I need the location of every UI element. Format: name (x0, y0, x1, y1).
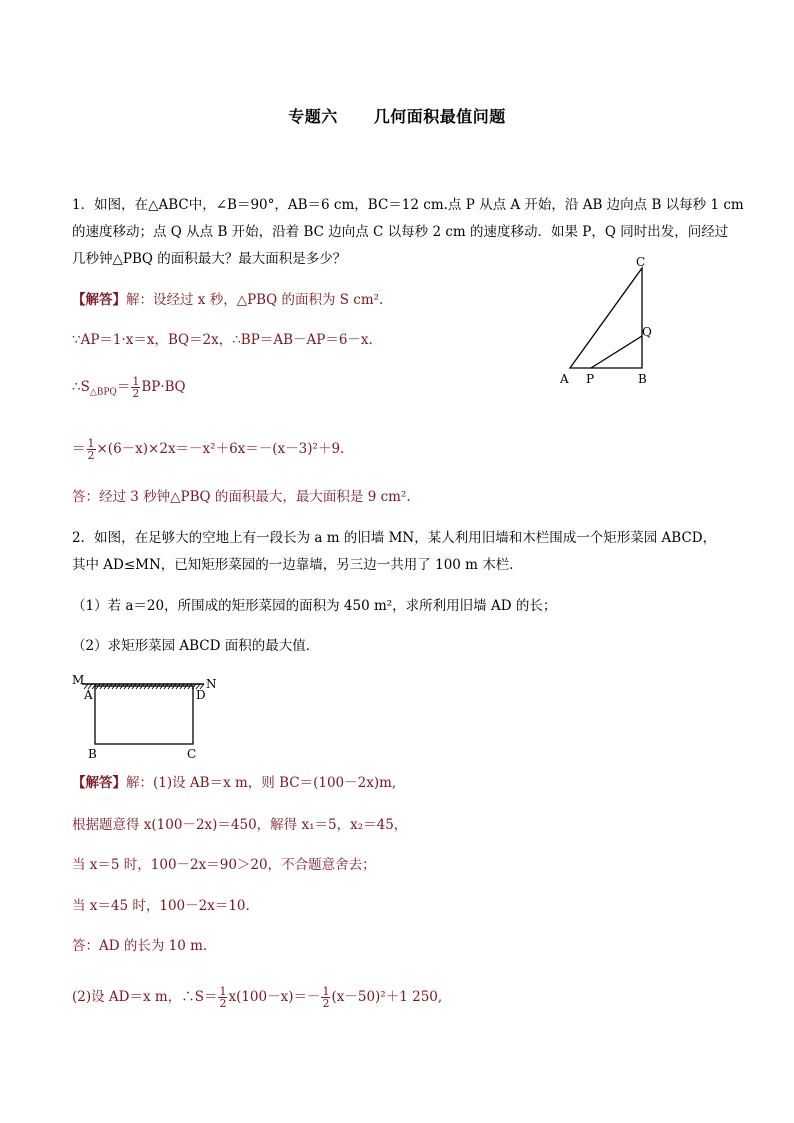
segment-pq (591, 336, 642, 368)
label-c: C (636, 255, 646, 269)
q2-answer-line5: 答：AD 的长为 10 m. (72, 938, 208, 954)
q2-garden-figure (66, 670, 226, 766)
q1-answer-tag: 【解答】 (72, 292, 126, 308)
q2-text-line1: 2．如图，在足够大的空地上有一段长为 a m 的旧墙 MN，某人利用旧墙和木栏围成一个矩形菜园 ABCD， (72, 530, 717, 546)
label-a: A (84, 688, 93, 702)
label-m: M (72, 673, 85, 687)
q2-answer-text1: 解：(1)设 AB＝x m，则 BC＝(100－2x)m, (126, 775, 397, 791)
q2-part2: （2）求矩形菜园 ABCD 面积的最大值． (72, 638, 320, 654)
q1-answer-text1: 解：设经过 x 秒，△PBQ 的面积为 S cm². (126, 292, 384, 308)
label-c: C (187, 747, 197, 761)
q1-text-line1: 1．如图，在△ABC中，∠B＝90°，AB＝6 cm，BC＝12 cm.点 P 从点 A 开始，沿 AB 边向点 B 以每秒 1 cm (72, 197, 744, 213)
q2-text-line2: 其中 AD≤MN，已知矩形菜园的一边靠墙，另三边一共用了 100 m 木栏． (72, 557, 523, 573)
label-q: Q (642, 325, 652, 339)
q1-answer-line4: ＝ $\frac{1}{2}$ ×(6－x)×2x＝－x²＋6x＝－(x－3)²＋9. (72, 437, 345, 462)
triangle-abc (570, 268, 642, 368)
fraction-half: $\frac{1}{2}$ (322, 985, 330, 1010)
label-a: A (560, 372, 569, 386)
q1-answer-line2: ∵AP＝1·x＝x，BQ＝2x，∴BP＝AB－AP＝6－x. (72, 332, 373, 348)
title-part2: 几何面积最值问题 (373, 107, 506, 126)
q2-answer-line3: 当 x＝5 时，100－2x＝90＞20，不合题意舍去； (72, 857, 376, 873)
fraction-half: $\frac{1}{2}$ (219, 985, 227, 1010)
label-n: N (206, 677, 217, 691)
q2-answer-line6: (2)设 AD＝x m，∴S＝ $\frac{1}{2}$ x(100－x)＝－ $\frac{1}{2}$ (x－50)²＋1 250, (72, 985, 443, 1010)
page-title (0, 104, 794, 127)
label-d: D (196, 688, 206, 702)
label-b: B (638, 372, 647, 386)
q2-answer-line2: 根据题意得 x(100－2x)＝450，解得 x₁＝5，x₂＝45， (72, 817, 408, 833)
q1-triangle-figure (556, 254, 666, 390)
rectangle-abcd (95, 686, 193, 744)
q1-answer-line3: $\therefore S_{\triangle BPQ}=$ $\frac{1}{2}$ BP·BQ (72, 375, 186, 400)
q2-answer-line4: 当 x＝45 时，100－2x＝10. (72, 898, 250, 914)
fraction-half: $\frac{1}{2}$ (87, 437, 95, 462)
q2-answer-tag: 【解答】 (72, 775, 126, 791)
label-p: P (586, 372, 595, 386)
q1-text-line2: 的速度移动；点 Q 从点 B 开始，沿着 BC 边向点 C 以每秒 2 cm 的速度移动．如果 P，Q 同时出发，问经过 (72, 224, 729, 240)
label-b: B (88, 747, 97, 761)
fraction-half: $\frac{1}{2}$ (132, 375, 140, 400)
q1-answer-line5: 答：经过 3 秒钟△PBQ 的面积最大，最大面积是 9 cm². (72, 489, 411, 505)
q1-text-line3: 几秒钟△PBQ 的面积最大？最大面积是多少？ (72, 251, 347, 267)
title-part1: 专题六 (288, 107, 338, 126)
q2-part1: （1）若 a＝20，所围成的矩形菜园的面积为 450 m²，求所利用旧墙 AD 的长； (72, 598, 557, 614)
q2-answer-line1 (72, 774, 396, 792)
q1-answer-line1 (72, 291, 383, 309)
